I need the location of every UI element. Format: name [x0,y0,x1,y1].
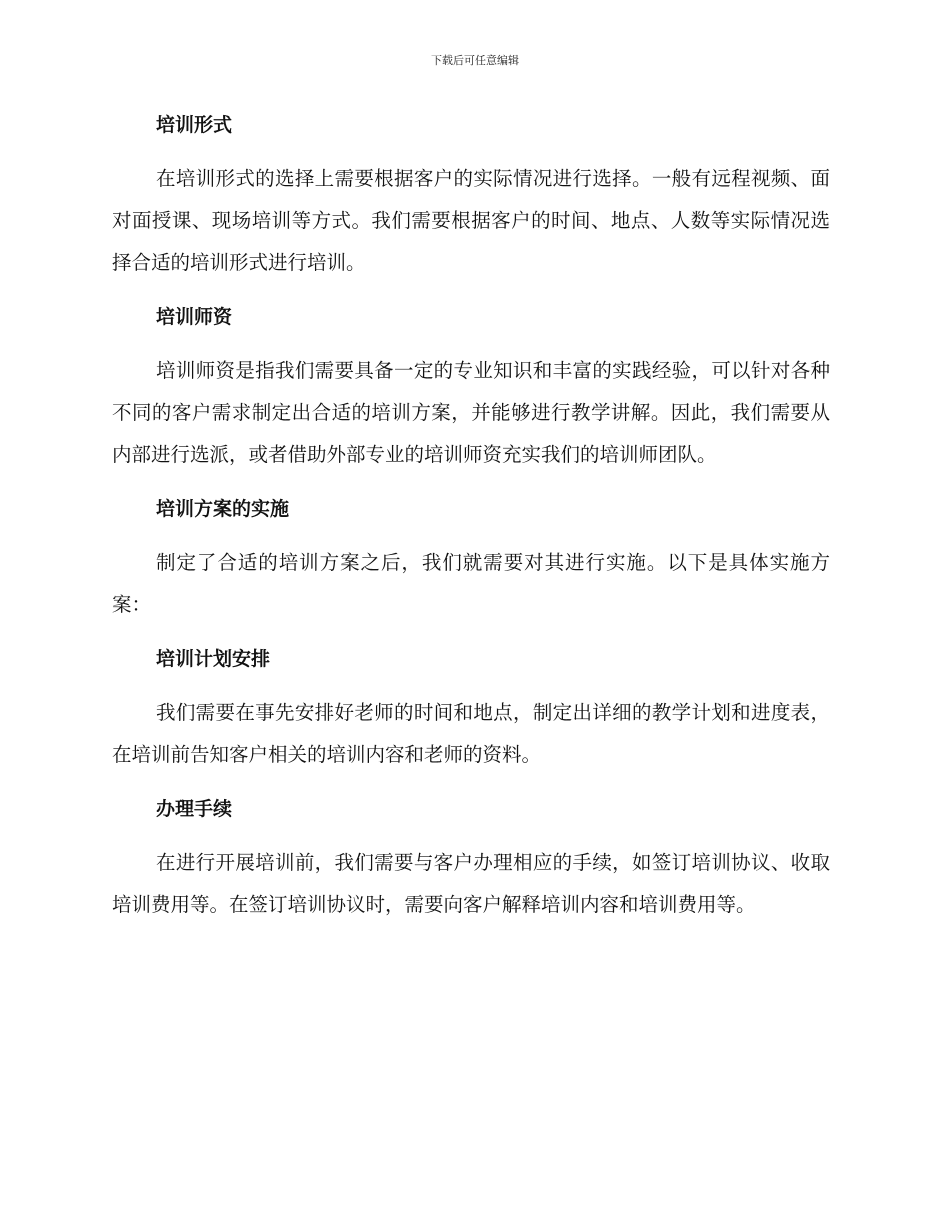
section-heading-plan-implementation: 培训方案的实施 [156,498,290,520]
section-heading-schedule-arrangement: 培训计划安排 [156,648,271,670]
document-body [112,104,830,926]
section-heading-training-format: 培训形式 [156,114,233,136]
section-heading-training-faculty: 培训师资 [156,306,233,328]
section-paragraph-training-faculty: 培训师资是指我们需要具备一定的专业知识和丰富的实践经验，可以针对各种不同的客户需求制定出合适的培训方案，并能够进行教学讲解。因此，我们需要从内部进行选派，或者借助外部专业的培训师资充实我们的培训师团队。 [112,359,830,466]
section-paragraph-procedures: 在进行开展培训前，我们需要与客户办理相应的手续，如签订培训协议、收取培训费用等。在签订培训协议时，需要向客户解释培训内容和培训费用等。 [112,851,830,916]
section-heading-procedures: 办理手续 [156,798,233,820]
section-paragraph-plan-implementation: 制定了合适的培训方案之后，我们就需要对其进行实施。以下是具体实施方案： [112,551,830,616]
section-paragraph-schedule-arrangement: 我们需要在事先安排好老师的时间和地点，制定出详细的教学计划和进度表，在培训前告知客户相关的培训内容和老师的资料。 [112,701,830,766]
page-header: 下载后可任意编辑 [431,54,519,67]
section-paragraph-training-format: 在培训形式的选择上需要根据客户的实际情况进行选择。一般有远程视频、面对面授课、现场培训等方式。我们需要根据客户的时间、地点、人数等实际情况选择合适的培训形式进行培训。 [112,167,830,274]
